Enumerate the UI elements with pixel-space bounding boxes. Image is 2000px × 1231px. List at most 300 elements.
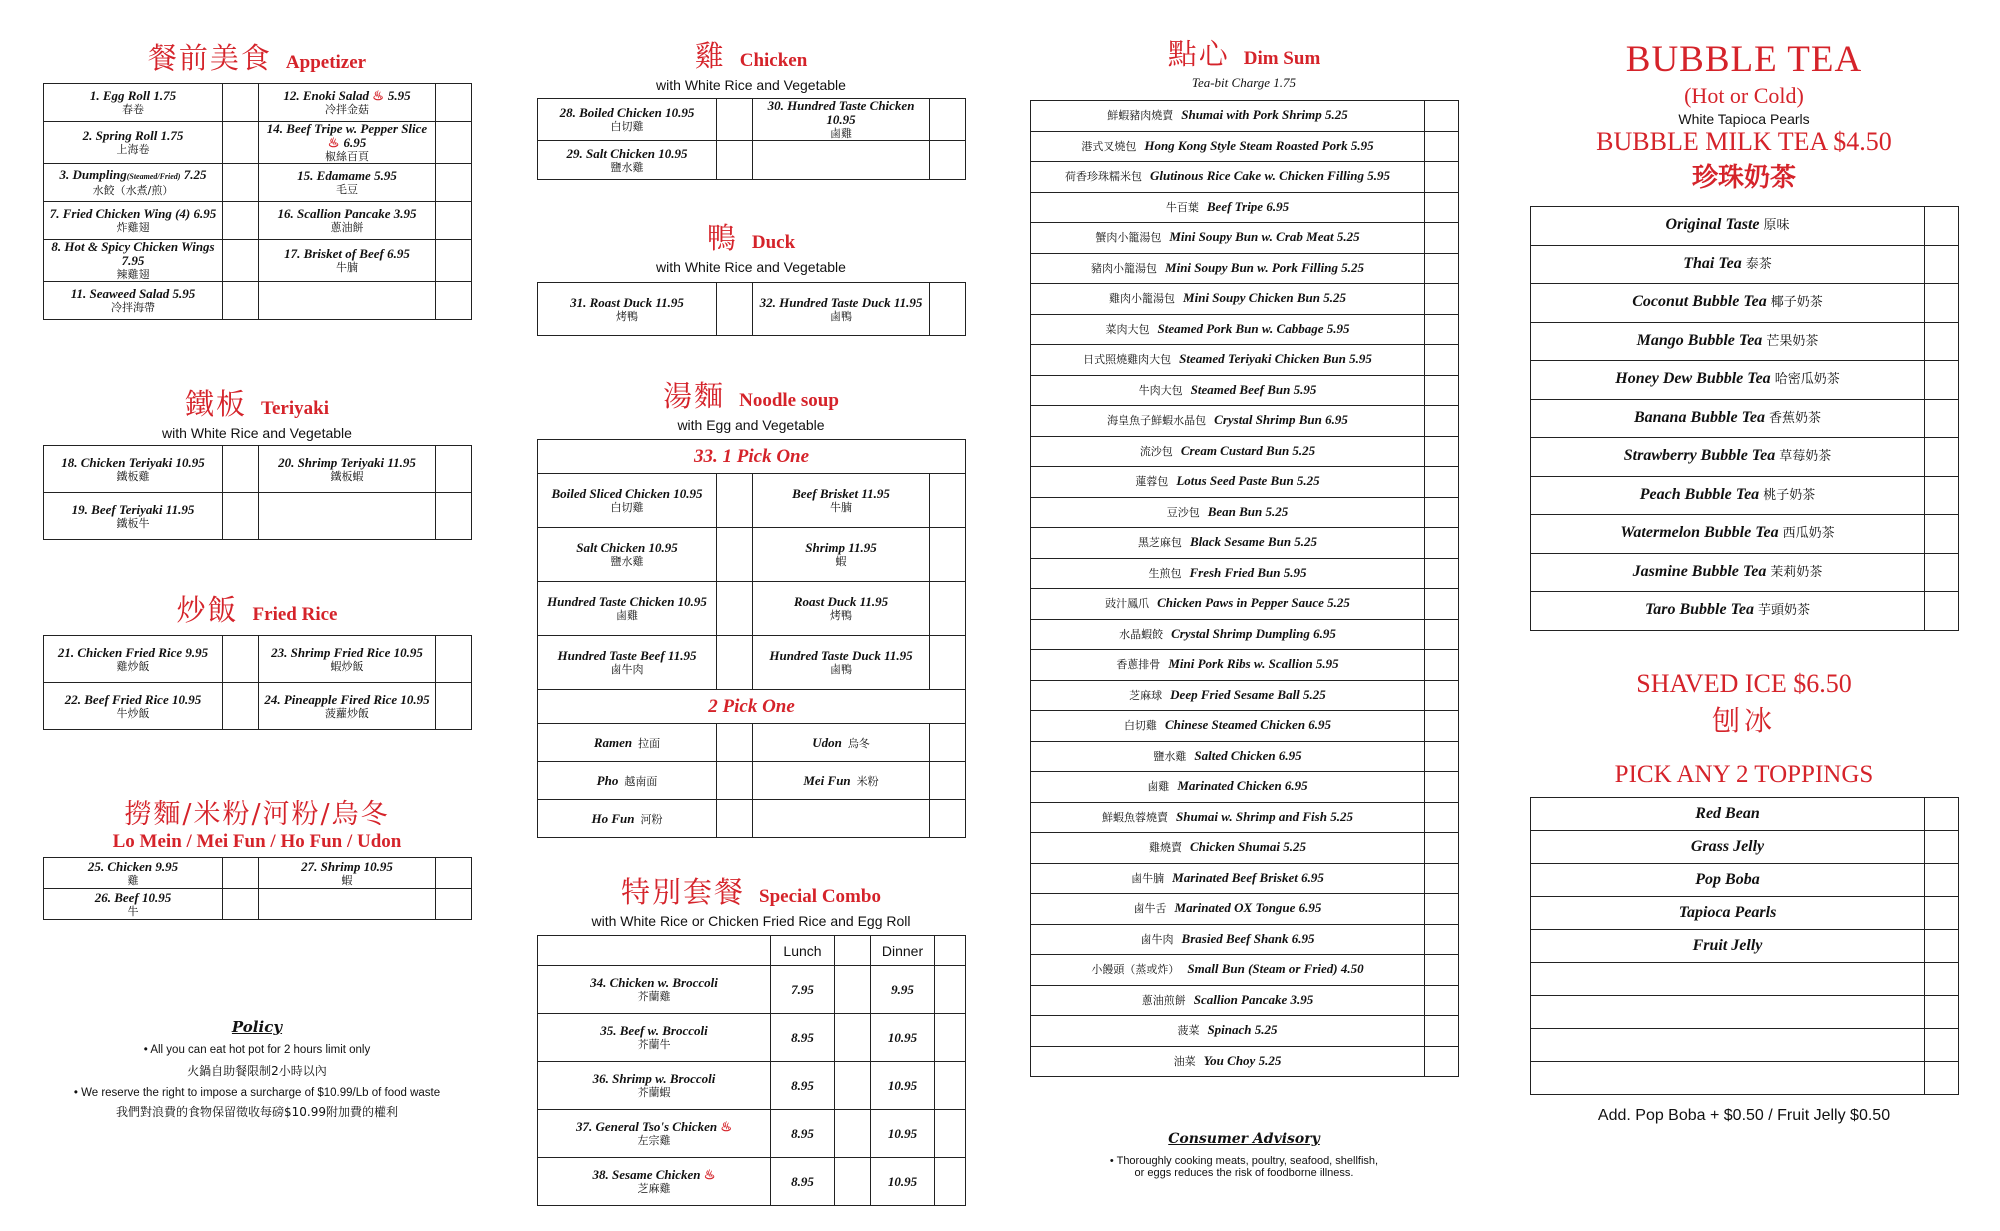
checkbox-cell[interactable] [223,240,259,282]
dimsum-item [1031,863,1425,894]
checkbox-cell[interactable] [223,889,259,920]
table-row [1531,1061,1959,1094]
checkbox-cell[interactable] [436,122,472,164]
dimsum-item [1031,985,1425,1016]
checkbox-cell[interactable] [1925,476,1959,515]
item-name-zh: 雞肉小籠湯包 [1109,292,1176,306]
item-name-zh: 雞 [127,873,139,887]
checkbox-cell[interactable] [935,1110,966,1158]
bubble-milk-tea-title: BUBBLE MILK TEA $4.50 [1596,127,1892,156]
checkbox-cell[interactable] [436,84,472,122]
checkbox-cell[interactable] [1425,101,1459,132]
checkbox-cell[interactable] [930,582,966,636]
checkbox-cell[interactable] [930,800,966,838]
checkbox-cell[interactable] [1425,711,1459,742]
chicken-table [537,98,966,180]
checkbox-cell[interactable] [1425,345,1459,376]
table-row [44,84,472,122]
checkbox-cell[interactable] [1425,985,1459,1016]
menu-item-cell [259,282,436,320]
table-row [538,966,966,1014]
item-name: Honey Dew Bubble Tea [1615,370,1771,388]
checkbox-cell[interactable] [223,122,259,164]
checkbox-cell[interactable] [1925,962,1959,995]
checkbox-cell[interactable] [717,800,753,838]
item-name: Deep Fried Sesame Ball 5.25 [1170,686,1326,702]
checkbox-cell[interactable] [717,283,753,336]
item-name: 34. Chicken w. Broccoli [590,975,718,990]
fried-rice-heading [43,588,471,629]
appetizer-title-en: Appetizer [285,52,367,73]
item-name: Chicken Shumai 5.25 [1190,839,1306,855]
item-name: Beef Brisket 11.95 [792,486,890,501]
checkbox-cell[interactable] [223,858,259,889]
table-row [44,202,472,240]
item-name-zh: 春卷 [122,103,144,116]
item-name: Mini Soupy Chicken Bun 5.25 [1183,290,1346,306]
table-row [538,99,966,141]
checkbox-cell[interactable] [717,99,753,141]
header-blank [538,936,771,966]
menu-item-cell [538,1110,771,1158]
item-name: 37. General Tso's Chicken [576,1119,718,1134]
menu-item-cell [44,858,223,889]
table-row [1531,592,1959,631]
checkbox-cell[interactable] [223,202,259,240]
checkbox-cell[interactable] [1425,528,1459,559]
item-price: 7.25 [180,167,207,182]
table-row [1031,711,1459,742]
shaved-ice-zh: 刨冰 [1711,703,1776,737]
checkbox-cell[interactable] [436,282,472,320]
checkbox-cell[interactable] [1425,833,1459,864]
table-row [44,240,472,282]
duck-subtitle: with White Rice and Vegetable [656,259,846,275]
item-name: Mini Soupy Bun w. Crab Meat 5.25 [1169,229,1360,245]
checkbox-cell[interactable] [1425,253,1459,284]
checkbox-cell[interactable] [935,966,966,1014]
dimsum-item [1031,589,1425,620]
checkbox-cell[interactable] [1425,467,1459,498]
bubble-item [1531,245,1925,284]
combo-title-en: Special Combo [759,886,881,907]
lunch-price: 8.95 [771,1110,835,1158]
item-price: 6.95 [343,135,367,150]
checkbox-cell[interactable] [717,636,753,690]
item-name-zh: 菜肉大包 [1105,322,1150,336]
item-name: 8. Hot & Spicy Chicken Wings 7.95 [51,239,215,268]
policy-line-1-zh: 火鍋自助餐限制2小時以內 [187,1064,327,1078]
checkbox-cell[interactable] [1925,438,1959,477]
item-name-zh: 左宗雞 [637,1134,671,1147]
menu-item-cell [538,1014,771,1062]
item-name-zh: 白切雞 [1123,719,1157,733]
checkbox-cell[interactable] [930,528,966,582]
pick-header: 2 Pick One [538,690,966,724]
dimsum-item [1031,253,1425,284]
item-name-zh: 蔥油煎餅 [1141,993,1186,1007]
menu-item-cell [44,889,223,920]
item-name: Glutinous Rice Cake w. Chicken Filling 5.95 [1149,168,1391,184]
checkbox-cell[interactable] [935,1014,966,1062]
checkbox-cell[interactable] [1425,162,1459,193]
table-row [1531,245,1959,284]
item-name-zh: 鮮蝦豬肉燒賣 [1107,109,1174,123]
item-name-zh: 鹵雞 [1147,780,1170,794]
checkbox-cell[interactable] [436,240,472,282]
menu-item-cell [259,202,436,240]
table-row [1031,162,1459,193]
item-name-zh: 草莓奶茶 [1779,449,1832,465]
checkbox-cell[interactable] [1425,741,1459,772]
item-name-zh: 牛肉大包 [1138,383,1183,397]
topping-item [1531,1061,1925,1094]
combo-heading [537,870,965,911]
checkbox-cell[interactable] [1425,284,1459,315]
checkbox-cell[interactable] [436,636,472,683]
item-name-zh: 毛豆 [336,183,358,196]
checkbox-cell[interactable] [1425,863,1459,894]
checkbox-cell[interactable] [1425,955,1459,986]
bubble-item [1531,438,1925,477]
item-name: Ramen [593,734,633,750]
checkbox-cell[interactable] [1425,1046,1459,1077]
bubble-item [1531,553,1925,592]
checkbox-cell[interactable] [1425,436,1459,467]
menu-item-cell [538,582,717,636]
topping-item: Grass Jelly [1531,830,1925,863]
checkbox-cell[interactable] [1925,863,1959,896]
item-name: Pho [596,772,619,788]
item-name: Crystal Shrimp Bun 6.95 [1214,412,1348,428]
checkbox-cell[interactable] [1425,497,1459,528]
lunch-price: 7.95 [771,966,835,1014]
checkbox-cell[interactable] [1925,1028,1959,1061]
dinner-price: 10.95 [871,1014,935,1062]
item-name-zh: 芝麻雞 [637,1182,671,1195]
bubble-pearls: White Tapioca Pearls [1678,111,1810,127]
checkbox-cell[interactable] [1425,1016,1459,1047]
item-name-zh: 菠菜 [1177,1024,1200,1038]
checkbox-cell[interactable] [436,889,472,920]
checkbox-cell[interactable] [935,1158,966,1206]
checkbox-cell[interactable] [223,282,259,320]
checkbox-cell[interactable] [1425,131,1459,162]
checkbox-cell[interactable] [1425,223,1459,254]
checkbox-cell[interactable] [1925,797,1959,830]
table-row [44,889,472,920]
checkbox-cell[interactable] [1425,802,1459,833]
checkbox-cell[interactable] [1925,1061,1959,1094]
checkbox-cell[interactable] [717,528,753,582]
checkbox-cell[interactable] [436,446,472,493]
checkbox-cell[interactable] [1425,894,1459,925]
checkbox-cell[interactable] [717,141,753,180]
lunch-price: 8.95 [771,1158,835,1206]
policy-line-2: • We reserve the right to impose a surcharge of $10.99/Lb of food waste [73,1087,441,1099]
bubble-item [1531,592,1925,631]
checkbox-cell[interactable] [930,141,966,180]
item-name-zh: 小饅頭（蒸或炸） [1091,963,1180,977]
noodle-subtitle: with Egg and Vegetable [677,417,825,433]
item-name-zh: 鹽水雞 [1153,749,1187,763]
item-name: 32. Hundred Taste Duck 11.95 [759,294,923,310]
policy-line-1: • All you can eat hot pot for 2 hours limit only [143,1044,371,1056]
item-name: 12. Enoki Salad [283,88,369,103]
table-row [44,858,472,889]
checkbox-cell[interactable] [1925,592,1959,631]
menu-item-cell [538,283,717,336]
checkbox-cell[interactable] [930,474,966,528]
table-row [1531,515,1959,554]
menu-item-cell [259,858,436,889]
table-row [538,1062,966,1110]
menu-item-cell [753,474,930,528]
table-row [1531,322,1959,361]
table-row [538,724,966,762]
checkbox-cell[interactable] [223,636,259,683]
checkbox-cell[interactable] [1425,772,1459,803]
table-row [1031,467,1459,498]
item-name: Coconut Bubble Tea [1632,293,1767,311]
item-name-zh: 牛腩 [336,261,358,274]
table-row [538,800,966,838]
dimsum-subtitle: Tea-bit Charge 1.75 [1191,75,1297,90]
duck-title-zh: 鴨 [706,221,738,255]
checkbox-cell[interactable] [1925,995,1959,1028]
checkbox-cell[interactable] [1925,830,1959,863]
checkbox-cell[interactable] [717,474,753,528]
checkbox-cell[interactable] [1925,284,1959,323]
checkbox-cell[interactable] [835,966,871,1014]
item-name: Crystal Shrimp Dumpling 6.95 [1171,625,1336,641]
table-row [1031,528,1459,559]
menu-item-cell [538,762,717,800]
item-name-zh: 冷拌金菇 [325,103,369,116]
advisory-line-2: or eggs reduces the risk of foodborne illness. [1134,1167,1354,1179]
checkbox-cell[interactable] [223,164,259,202]
table-row [1531,863,1959,896]
topping-item: Red Bean [1531,797,1925,830]
checkbox-cell[interactable] [835,1062,871,1110]
item-name-zh: 豉汁鳳爪 [1105,597,1150,611]
table-row [1031,131,1459,162]
table-row [1531,284,1959,323]
item-name-zh: 香蔥排骨 [1116,658,1161,672]
item-name-zh: 鹽水雞 [610,160,644,174]
table-row [1031,619,1459,650]
checkbox-cell[interactable] [1425,375,1459,406]
topping-item: Fruit Jelly [1531,929,1925,962]
noodle-title-zh: 湯麵 [663,379,726,413]
menu-item-cell [44,84,223,122]
item-name-zh: 拉面 [638,736,661,750]
menu-item-cell [753,800,930,838]
item-name: Mei Fun [803,772,851,788]
checkbox-cell[interactable] [835,1014,871,1062]
checkbox-cell[interactable] [930,724,966,762]
item-note: (Steamed/Fried) [126,172,181,181]
checkbox-cell[interactable] [930,99,966,141]
checkbox-cell[interactable] [1925,399,1959,438]
item-name-zh: 芥蘭牛 [637,1038,671,1051]
checkbox-cell[interactable] [1925,322,1959,361]
item-name-zh: 白切雞 [610,501,644,514]
item-name-zh: 茉莉奶茶 [1770,564,1823,580]
item-name: 21. Chicken Fried Rice 9.95 [57,644,209,660]
checkbox-cell[interactable] [1425,650,1459,681]
dimsum-item [1031,223,1425,254]
item-name: 2. Spring Roll 1.75 [82,128,184,143]
checkbox-cell[interactable] [1925,896,1959,929]
table-row [1031,1016,1459,1047]
checkbox-cell[interactable] [1925,515,1959,554]
table-row [1031,863,1459,894]
checkbox-cell[interactable] [835,1158,871,1206]
checkbox-cell[interactable] [223,446,259,493]
item-name: 27. Shrimp 10.95 [301,858,393,874]
item-name: Marinated Beef Brisket 6.95 [1172,869,1324,885]
item-name: 7. Fried Chicken Wing (4) 6.95 [49,206,217,221]
item-name-zh: 油菜 [1173,1054,1196,1068]
dimsum-item [1031,741,1425,772]
dimsum-item [1031,711,1425,742]
bubble-item [1531,207,1925,246]
bubble-item [1531,284,1925,323]
appetizer-heading [43,36,471,77]
fried-rice-title-zh: 炒飯 [176,593,239,627]
item-name: Marinated Chicken 6.95 [1177,778,1308,794]
checkbox-cell[interactable] [1425,192,1459,223]
item-name: Udon [812,734,842,750]
item-name: 15. Edamame 5.95 [297,168,397,183]
item-name-zh: 菠蘿炒飯 [325,706,369,720]
noodle-title-en: Noodle soup [739,390,839,411]
item-name: Beef Tripe 6.95 [1206,198,1290,214]
checkbox-cell[interactable] [717,724,753,762]
item-name-zh: 生煎包 [1148,566,1182,580]
chili-pepper-icon: ♨ [327,135,340,150]
checkbox-cell[interactable] [1425,680,1459,711]
checkbox-cell[interactable] [223,84,259,122]
checkbox-cell[interactable] [1425,619,1459,650]
checkbox-cell[interactable] [930,636,966,690]
item-name-zh: 日式照燒雞肉大包 [1083,353,1172,367]
checkbox-cell[interactable] [223,493,259,540]
checkbox-cell[interactable] [436,858,472,889]
item-name: 17. Brisket of Beef 6.95 [284,246,410,261]
checkbox-cell[interactable] [835,1110,871,1158]
item-name-zh: 烤鴨 [616,309,638,323]
checkbox-cell[interactable] [1425,314,1459,345]
column-header: Lunch [771,936,835,966]
topping-item [1531,995,1925,1028]
dimsum-heading [1030,32,1458,73]
item-name-zh: 牛 [127,904,139,918]
dimsum-item [1031,619,1425,650]
checkbox-cell[interactable] [1925,361,1959,400]
duck-heading [537,216,965,257]
menu-item-cell [753,636,930,690]
item-name-zh: 椰子奶茶 [1770,295,1823,311]
checkbox-cell[interactable] [717,762,753,800]
item-name: Salted Chicken 6.95 [1194,747,1302,763]
duck-table [537,282,966,336]
menu-item-cell [259,636,436,683]
item-name: Cream Custard Bun 5.25 [1180,442,1316,458]
checkbox-cell[interactable] [223,683,259,730]
combo-subtitle: with White Rice or Chicken Fried Rice and Egg Roll [591,913,911,929]
menu-item-cell [538,1062,771,1110]
item-name: Jasmine Bubble Tea [1632,562,1767,580]
checkbox-cell[interactable] [436,164,472,202]
table-row [1031,375,1459,406]
column-2 [537,0,965,1206]
combo-table [537,935,966,1206]
item-name: Roast Duck 11.95 [793,594,889,609]
item-name: Hundred Taste Chicken 10.95 [547,594,707,609]
checkbox-cell[interactable] [1925,207,1959,246]
item-name-zh: 烏冬 [847,736,870,750]
table-row [1031,802,1459,833]
checkbox-cell[interactable] [436,683,472,730]
item-name-zh: 芥蘭蝦 [637,1086,671,1099]
duck-title-en: Duck [751,232,796,253]
checkbox-cell[interactable] [1925,245,1959,284]
item-name: Shumai w. Shrimp and Fish 5.25 [1176,808,1353,824]
menu-item-cell [753,141,930,180]
checkbox-cell[interactable] [930,762,966,800]
table-row [1531,438,1959,477]
checkbox-cell[interactable] [1425,589,1459,620]
item-name: Boiled Sliced Chicken 10.95 [551,486,703,501]
checkbox-cell[interactable] [1425,924,1459,955]
checkbox-cell[interactable] [436,202,472,240]
table-row [538,1110,966,1158]
checkbox-cell[interactable] [1425,406,1459,437]
item-name: Fresh Fried Bun 5.95 [1189,564,1307,580]
dimsum-item [1031,528,1425,559]
table-row [1531,995,1959,1028]
checkbox-cell[interactable] [1925,929,1959,962]
item-name: 36. Shrimp w. Broccoli [592,1071,716,1086]
checkbox-cell[interactable] [1425,558,1459,589]
item-name: Scallion Pancake 3.95 [1193,991,1314,1007]
checkbox-cell[interactable] [1925,553,1959,592]
checkbox-cell[interactable] [935,1062,966,1110]
item-name: Steamed Pork Bun w. Cabbage 5.95 [1157,320,1350,336]
column-1 [43,0,471,1120]
menu-item-cell [44,446,223,493]
item-name-zh: 雞炒飯 [116,659,150,673]
checkbox-cell[interactable] [436,493,472,540]
item-name: Banana Bubble Tea [1633,408,1765,426]
item-name-zh: 流沙包 [1139,444,1173,458]
item-name: Hundred Taste Duck 11.95 [769,648,913,663]
bubble-item [1531,322,1925,361]
item-name: 28. Boiled Chicken 10.95 [559,105,695,120]
item-name-zh: 烤鴨 [830,609,852,622]
table-row [1531,553,1959,592]
checkbox-cell[interactable] [717,582,753,636]
header-blank [935,936,966,966]
table-row [1031,589,1459,620]
bubble-hot-cold: (Hot or Cold) [1684,83,1804,108]
dimsum-item [1031,467,1425,498]
item-name-zh: 鐵板牛 [116,516,150,530]
dimsum-item [1031,314,1425,345]
checkbox-cell[interactable] [930,283,966,336]
